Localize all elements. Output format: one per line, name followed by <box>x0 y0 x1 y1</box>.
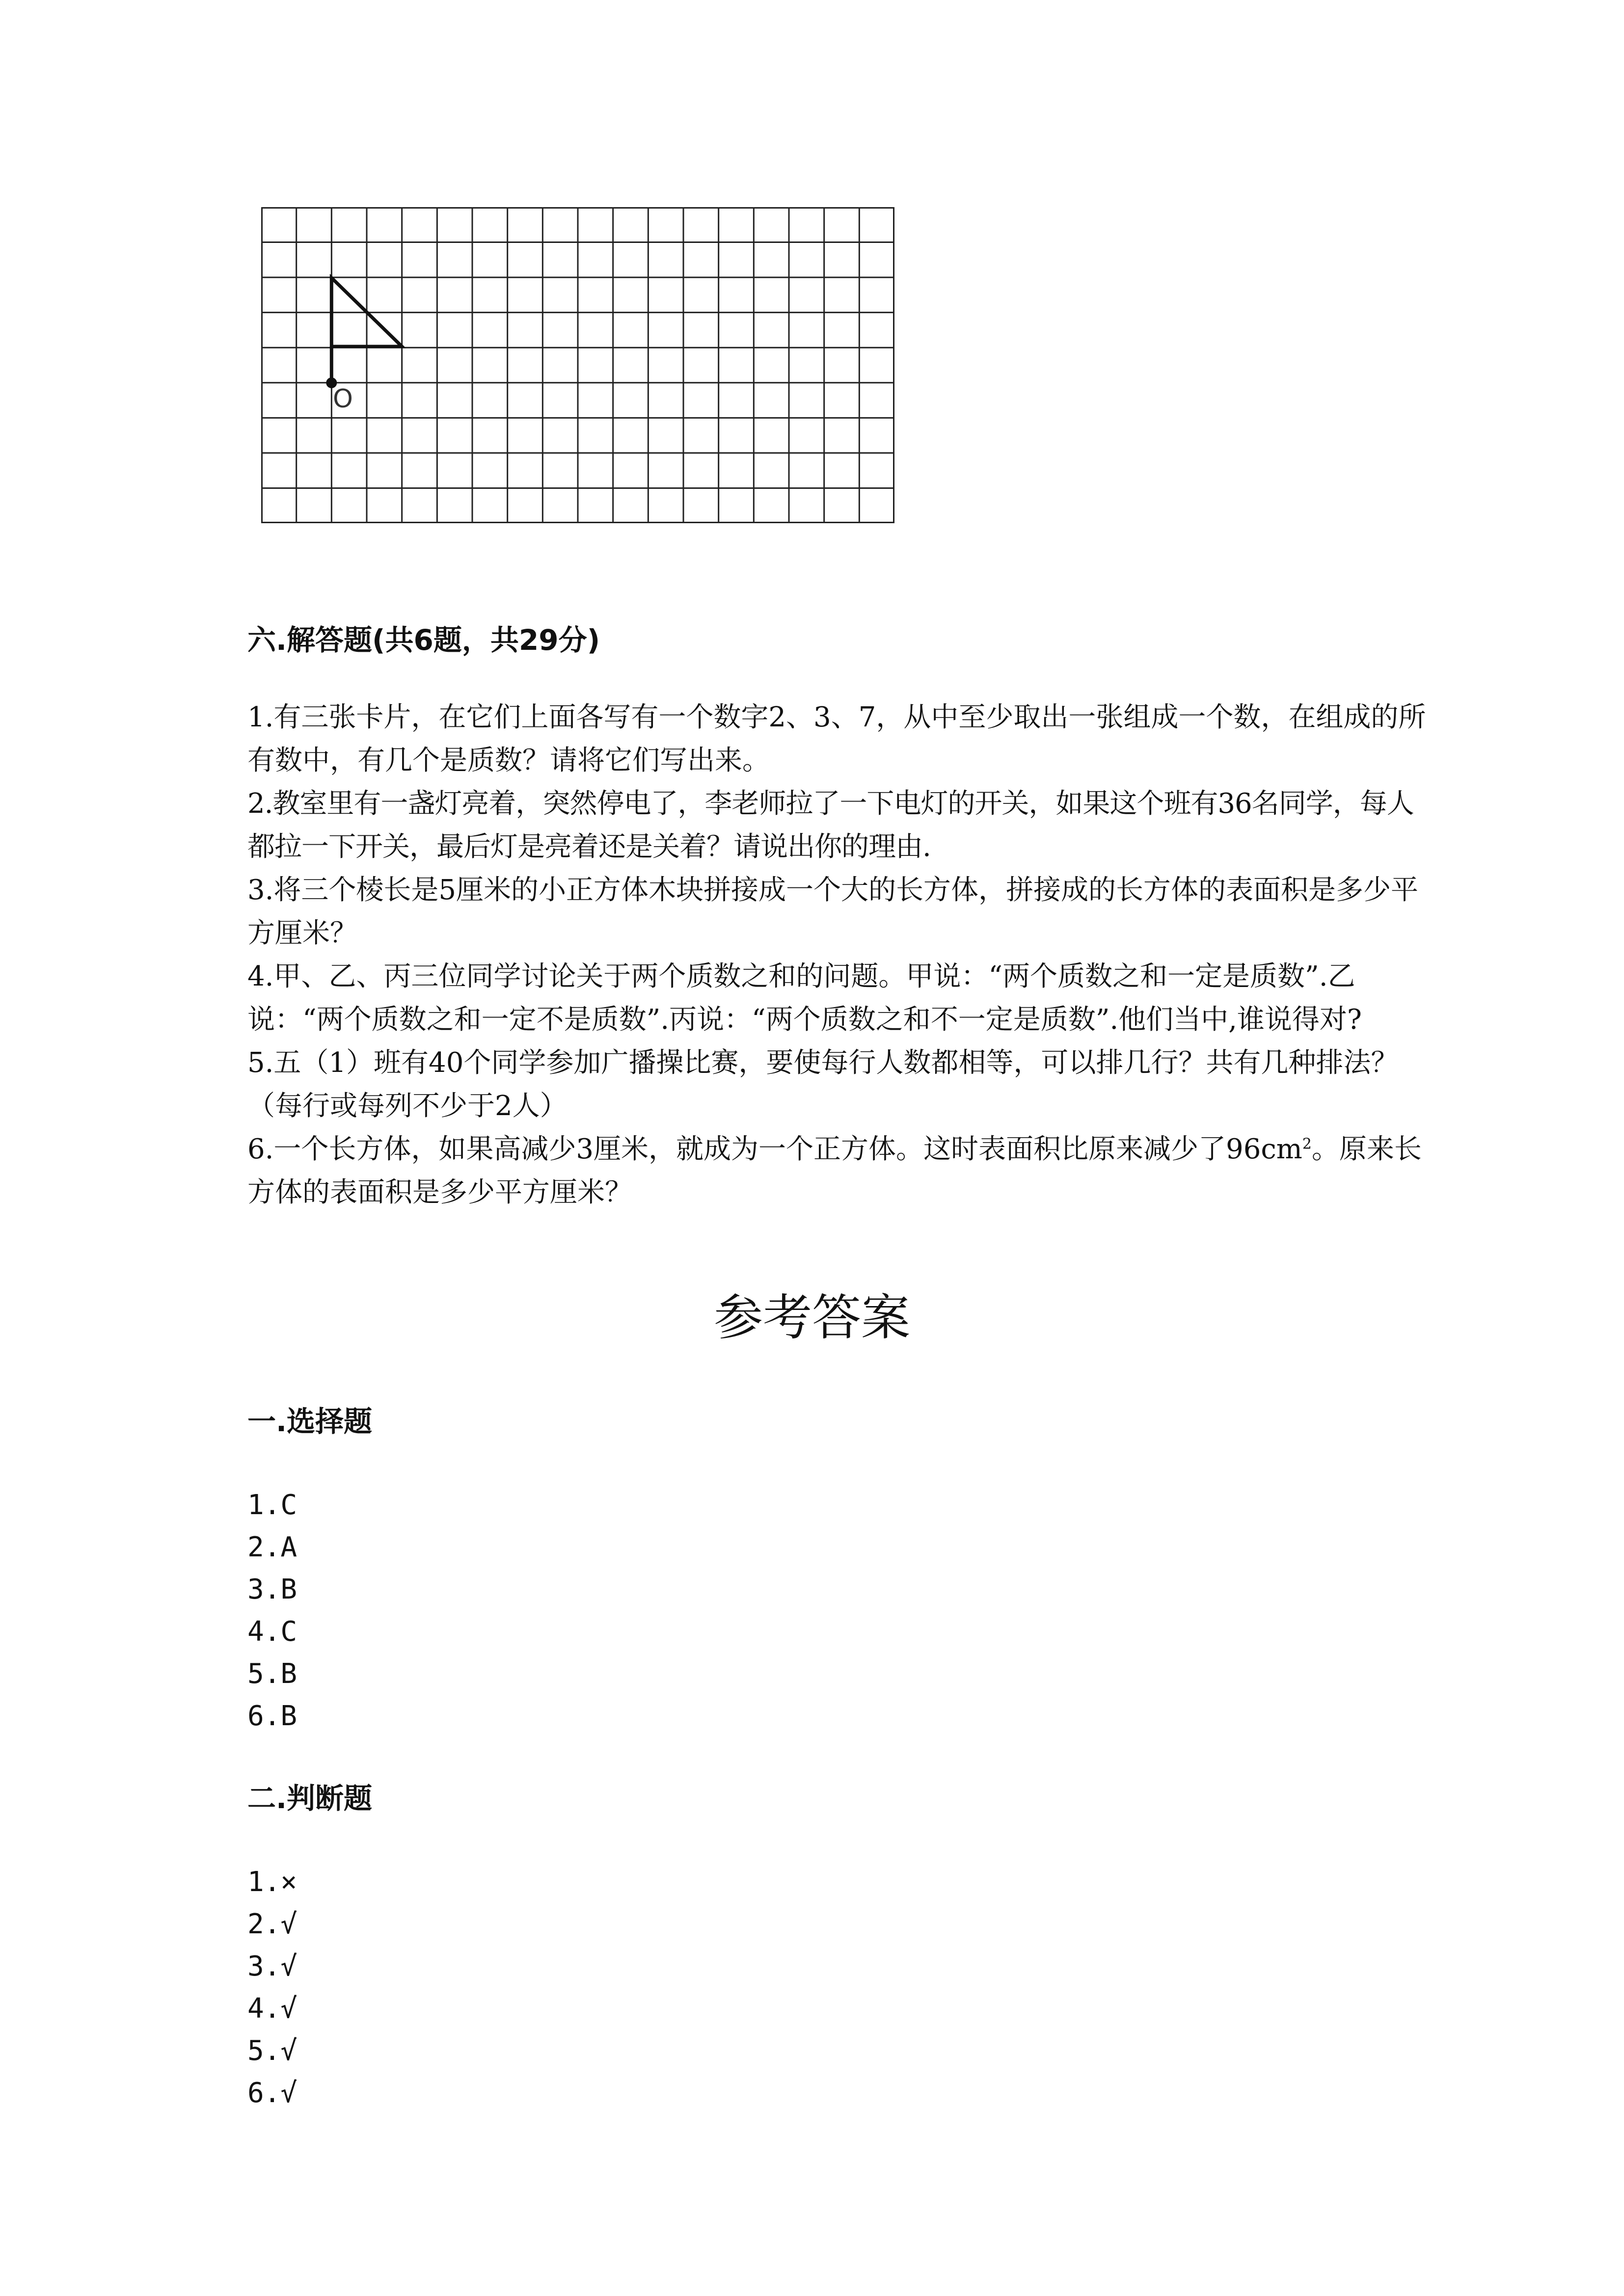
answer-item: 2.A <box>247 1531 298 1563</box>
grid-lines <box>261 207 894 523</box>
problem-item: 3.将三个棱长是5厘米的小正方体木块拼接成一个大的长方体，拼接成的长方体的表面积是多少平方厘米？ <box>247 874 1419 949</box>
answer-item: 1.C <box>247 1489 298 1521</box>
answer-item: 2.√ <box>247 1908 298 1940</box>
answers-section-1-heading: 一.选择题 <box>247 1405 373 1438</box>
answer-key-title: 参考答案 <box>714 1289 910 1346</box>
answer-item: 5.√ <box>247 2035 298 2067</box>
answer-item: 3.B <box>247 1574 298 1605</box>
answer-item: 5.B <box>247 1658 298 1690</box>
answers-section-1-list <box>247 1484 297 1737</box>
problem-item: 4.甲、乙、丙三位同学讨论关于两个质数之和的问题。甲说：“两个质数之和一定是质数”.乙说：“两个质数之和一定不是质数”.丙说：“两个质数之和不一定是质数”.他们当中,谁说得对? <box>247 961 1362 1036</box>
answers-section-2-heading: 二.判断题 <box>247 1782 373 1815</box>
answer-item: 4.√ <box>247 1993 298 2025</box>
answer-item: 4.C <box>247 1616 298 1648</box>
problem-item: 1.有三张卡片，在它们上面各写有一个数字2、3、7，从中至少取出一张组成一个数，在组成的所有数中，有几个是质数？请将它们写出来。 <box>247 701 1426 776</box>
problem-item: 5.五（1）班有40个同学参加广播操比赛，要使每行人数都相等，可以排几行？共有几种排法？（每行或每列不少于2人） <box>247 1047 1399 1122</box>
grid-figure <box>261 207 894 523</box>
answers-section-2-list <box>247 1861 297 2114</box>
section-6-heading: 六.解答题(共6题，共29分) <box>247 623 600 657</box>
area-unit-superscript: 2 <box>1302 1135 1312 1153</box>
problem-list <box>247 696 1435 1214</box>
answer-item: 3.√ <box>247 1950 298 1982</box>
problem-item <box>247 1128 1435 1214</box>
origin-label: O <box>333 384 353 414</box>
answer-item: 6.√ <box>247 2077 298 2109</box>
problem-6-text-after: 。原来长方体的表面积是多少平方厘米？ <box>247 1133 1422 1208</box>
answer-item: 6.B <box>247 1700 298 1732</box>
grid-svg <box>261 207 894 523</box>
problem-item: 2.教室里有一盏灯亮着，突然停电了，李老师拉了一下电灯的开关，如果这个班有36名同学，每人都拉一下开关，最后灯是亮着还是关着？请说出你的理由. <box>247 788 1414 863</box>
answer-item: 1.× <box>247 1866 298 1898</box>
problem-6-text-before: 6.一个长方体，如果高减少3厘米，就成为一个正方体。这时表面积比原来减少了96cm <box>247 1133 1302 1165</box>
